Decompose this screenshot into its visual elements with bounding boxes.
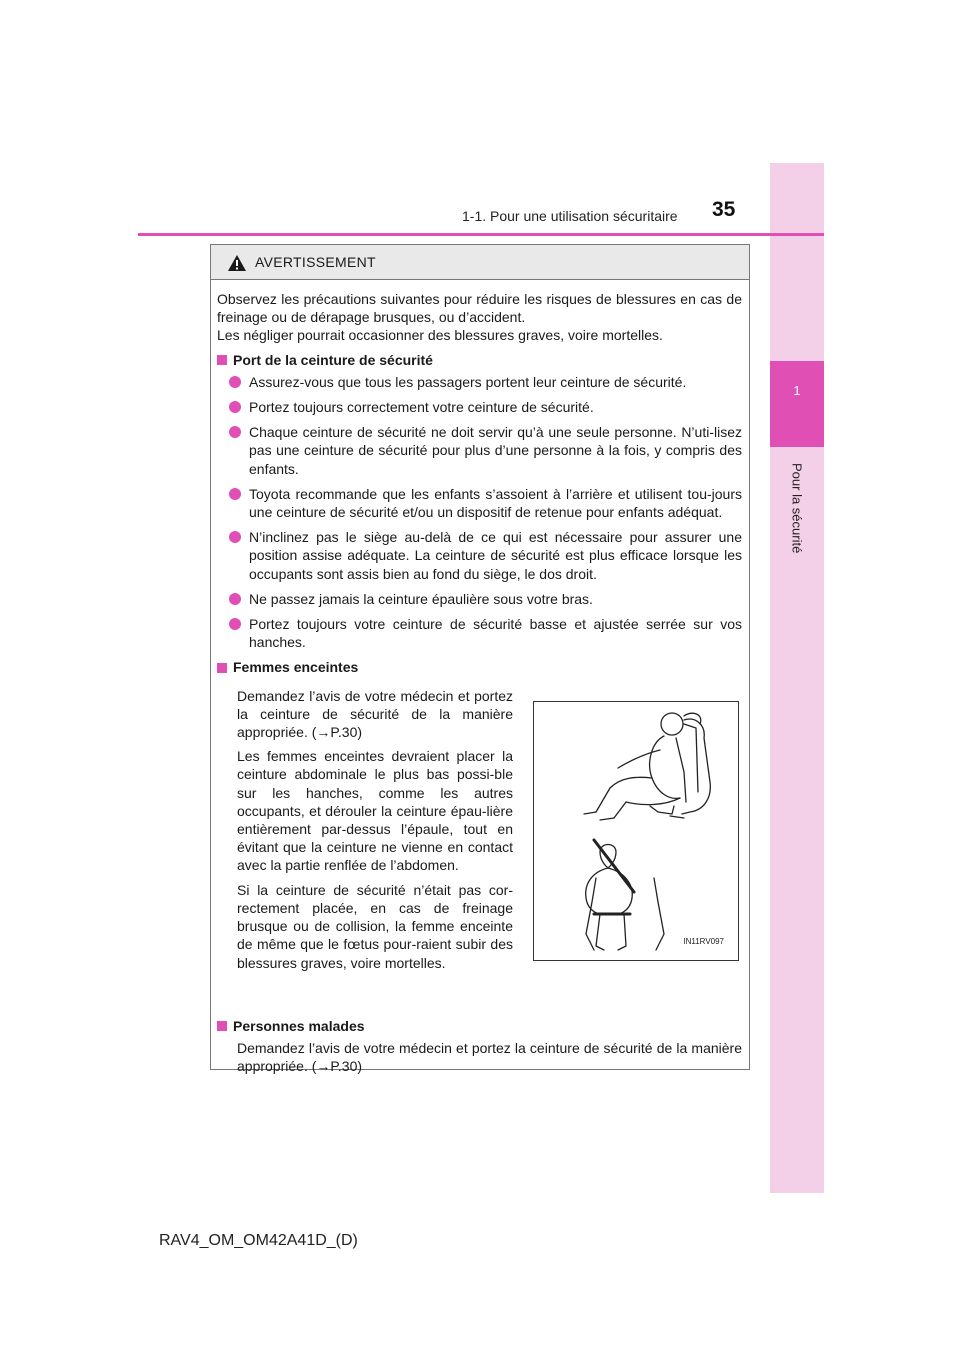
list-item <box>229 423 742 478</box>
chapter-side-tab <box>770 163 824 1193</box>
bullet-dot-icon <box>229 618 241 630</box>
bullet-dot-icon <box>229 531 241 543</box>
bullet-list <box>217 373 742 652</box>
pregnant-seatbelt-illustration <box>533 701 739 961</box>
section-heading <box>217 658 742 676</box>
document-code: RAV4_OM_OM42A41D_(D) <box>159 1232 358 1249</box>
illustration-drawing <box>534 702 738 960</box>
section-pregnant <box>217 658 742 1010</box>
chapter-title: Pour la sécurité <box>789 463 805 554</box>
body-paragraph: Demandez l’avis de votre médecin et portez la ceinture de sécurité de la manière appropriée. (→P.30) <box>237 687 513 741</box>
list-item <box>229 373 742 391</box>
body-paragraph: Demandez l’avis de votre médecin et portez la ceinture de sécurité de la manière appropriée. (→P.30) <box>237 1039 742 1075</box>
bullet-dot-icon <box>229 426 241 438</box>
chapter-number: 1 <box>793 383 801 398</box>
section-heading <box>217 351 742 369</box>
section-heading <box>217 1017 742 1035</box>
intro-paragraph: Les négliger pourrait occasionner des blessures graves, voire mortelles. <box>217 327 663 344</box>
warning-label: AVERTISSEMENT <box>255 254 376 270</box>
bullet-dot-icon <box>229 376 241 388</box>
warning-header <box>211 245 749 280</box>
list-item <box>229 485 742 521</box>
section-title: 1-1. Pour une utilisation sécuritaire <box>462 208 678 224</box>
warning-body <box>211 280 749 1075</box>
list-item <box>229 615 742 651</box>
body-paragraph: Si la ceinture de sécurité n’était pas cor-rectement placée, en cas de freinage brusque ou de collision, la femme enceinte de même que le fœtus pour-raient subir des blessures graves, voire mortelles. <box>237 881 513 971</box>
section-seatbelt <box>217 351 742 652</box>
section-title-text: Personnes malades <box>233 1017 365 1034</box>
intro-paragraph: Observez les précautions suivantes pour réduire les risques de blessures en cas de freinage ou de dérapage brusques, ou d’accident. <box>217 291 742 326</box>
warning-box <box>210 244 750 1075</box>
section-square-icon <box>217 1021 227 1031</box>
section-square-icon <box>217 663 227 673</box>
bullet-text: Portez toujours correctement votre ceinture de sécurité. <box>249 399 594 416</box>
section-title-text: Port de la ceinture de sécurité <box>233 351 433 368</box>
bullet-text: Ne passez jamais la ceinture épaulière sous votre bras. <box>249 590 593 607</box>
bullet-text: Assurez-vous que tous les passagers portent leur ceinture de sécurité. <box>249 373 687 390</box>
list-item <box>229 590 742 608</box>
body-paragraph: Les femmes enceintes devraient placer la ceinture abdominale le plus bas possi-ble sur les hanches, comme les autres occupants, et dérouler la ceinture épau-lière entièrement par-dessus l’épaule, tout en évitant que la ceinture ne vienne en contact avec la partie renflée de l’abdomen. <box>237 748 513 874</box>
bullet-dot-icon <box>229 593 241 605</box>
pregnant-block <box>217 681 742 1011</box>
list-item <box>229 528 742 583</box>
header-rule <box>138 233 824 236</box>
section-square-icon <box>217 355 227 365</box>
bullet-text: Chaque ceinture de sécurité ne doit servir qu’à une seule personne. N’uti-lisez pas une ceinture de sécurité pour plus d’une personne à la fois, y compris des enfants. <box>249 424 742 477</box>
page-number: 35 <box>712 198 736 221</box>
bullet-text: Toyota recommande que les enfants s’assoient à l’arrière et utilisent tou-jours une ceinture de sécurité et/ou un dispositif de retenue pour enfants adéquat. <box>249 485 742 521</box>
bullet-text: Portez toujours votre ceinture de sécurité basse et ajustée serrée sur vos hanches. <box>249 616 742 651</box>
warning-triangle-icon <box>227 254 247 272</box>
chapter-number-block <box>770 361 824 447</box>
section-title-text: Femmes enceintes <box>233 659 359 676</box>
warning-intro <box>217 290 742 345</box>
figure-code: IN11RV097 <box>683 937 724 947</box>
bullet-dot-icon <box>229 488 241 500</box>
section-sick <box>217 1017 742 1076</box>
list-item <box>229 398 742 416</box>
bullet-text: N’inclinez pas le siège au-delà de ce qui est nécessaire pour assurer une position assise adéquate. La ceinture de sécurité est plus efficace lorsque les occupants sont assis bien au fond du siège, le dos droit. <box>249 529 742 582</box>
bullet-dot-icon <box>229 401 241 413</box>
pregnant-text <box>237 687 513 978</box>
